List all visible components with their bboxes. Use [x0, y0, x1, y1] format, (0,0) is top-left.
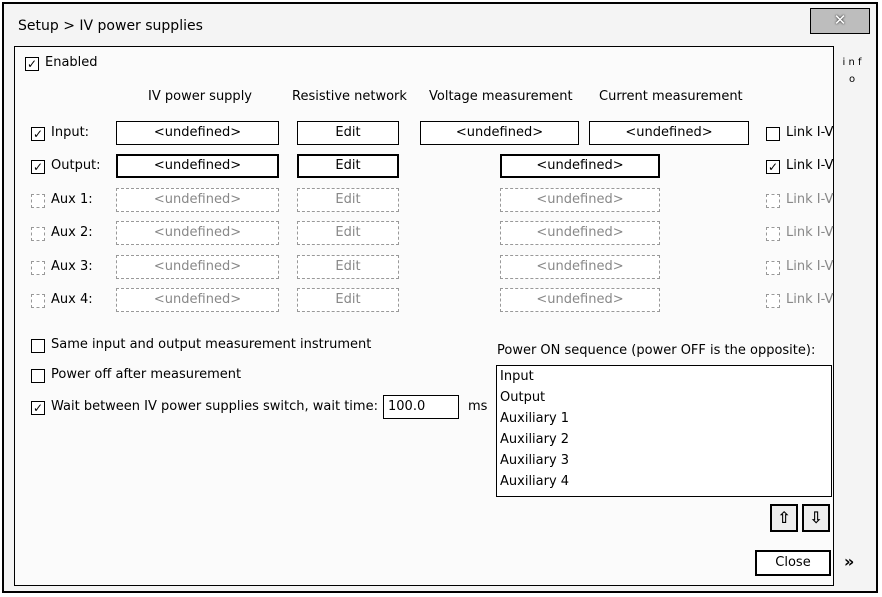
aux4-voltage-button[interactable]: <undefined>	[500, 288, 660, 312]
aux3-link-label: Link I-V	[786, 259, 834, 274]
wait-label: Wait between IV power supplies switch, wait time:	[51, 399, 378, 414]
col-resistive-network: Resistive network	[292, 89, 407, 104]
power-off-checkbox[interactable]	[31, 369, 45, 383]
aux3-iv-button[interactable]: <undefined>	[116, 255, 279, 279]
aux3-voltage-button[interactable]: <undefined>	[500, 255, 660, 279]
aux1-link-checkbox[interactable]	[766, 194, 780, 208]
list-item[interactable]: Auxiliary 3	[500, 453, 570, 468]
setup-window	[2, 2, 878, 593]
col-iv-power-supply: IV power supply	[148, 89, 252, 104]
title-bar	[4, 4, 876, 44]
input-label: Input:	[51, 125, 90, 140]
output-link-checkbox[interactable]: ✓	[767, 160, 779, 174]
input-iv-button[interactable]: <undefined>	[116, 121, 279, 145]
input-edit-button[interactable]: Edit	[297, 121, 399, 145]
power-off-label: Power off after measurement	[51, 367, 242, 382]
list-item[interactable]: Auxiliary 4	[500, 474, 570, 489]
aux1-iv-button[interactable]: <undefined>	[116, 188, 279, 212]
aux3-edit-button[interactable]: Edit	[297, 255, 399, 279]
aux1-voltage-button[interactable]: <undefined>	[500, 188, 660, 212]
aux1-label: Aux 1:	[51, 192, 93, 207]
same-instrument-label: Same input and output measurement instrument	[51, 337, 372, 352]
list-item[interactable]: Auxiliary 1	[500, 411, 570, 426]
wait-checkbox[interactable]: ✓	[32, 401, 44, 415]
expand-icon[interactable]: »	[844, 552, 855, 571]
aux3-link-checkbox[interactable]	[766, 261, 780, 275]
aux2-label: Aux 2:	[51, 225, 93, 240]
move-down-icon[interactable]: ⇩	[802, 504, 830, 532]
wait-unit: ms	[468, 399, 488, 414]
output-link-label: Link I-V	[786, 158, 834, 173]
aux4-iv-button[interactable]: <undefined>	[116, 288, 279, 312]
aux1-checkbox[interactable]	[31, 194, 45, 208]
aux2-checkbox[interactable]	[31, 227, 45, 241]
info-panel-toggle[interactable]: i n f o	[842, 57, 862, 85]
dialog-client	[14, 46, 834, 586]
output-iv-button[interactable]: <undefined>	[116, 154, 279, 178]
aux4-edit-button[interactable]: Edit	[297, 288, 399, 312]
col-voltage-measurement: Voltage measurement	[429, 89, 573, 104]
aux3-checkbox[interactable]	[31, 261, 45, 275]
input-checkbox[interactable]: ✓	[32, 127, 44, 141]
aux2-voltage-button[interactable]: <undefined>	[500, 221, 660, 245]
aux4-checkbox[interactable]	[31, 294, 45, 308]
aux4-label: Aux 4:	[51, 292, 93, 307]
sequence-label: Power ON sequence (power OFF is the opposite):	[497, 343, 816, 358]
window-title: Setup > IV power supplies	[18, 18, 203, 34]
move-up-icon[interactable]: ⇧	[770, 504, 798, 532]
col-current-measurement: Current measurement	[599, 89, 743, 104]
input-link-checkbox[interactable]	[766, 127, 780, 141]
list-item[interactable]: Input	[500, 369, 534, 384]
aux2-link-label: Link I-V	[786, 225, 834, 240]
aux4-link-label: Link I-V	[786, 292, 834, 307]
aux2-iv-button[interactable]: <undefined>	[116, 221, 279, 245]
close-button[interactable]: Close	[755, 550, 831, 576]
aux2-edit-button[interactable]: Edit	[297, 221, 399, 245]
aux3-label: Aux 3:	[51, 259, 93, 274]
aux1-edit-button[interactable]: Edit	[297, 188, 399, 212]
output-checkbox[interactable]: ✓	[32, 160, 44, 174]
enabled-checkbox[interactable]: ✓	[26, 57, 38, 71]
same-instrument-checkbox[interactable]	[31, 339, 45, 353]
aux2-link-checkbox[interactable]	[766, 227, 780, 241]
output-label: Output:	[51, 158, 101, 173]
output-voltage-button[interactable]: <undefined>	[500, 154, 660, 178]
output-edit-button[interactable]: Edit	[297, 154, 399, 178]
input-link-label: Link I-V	[786, 125, 834, 140]
input-voltage-button[interactable]: <undefined>	[420, 121, 579, 145]
aux1-link-label: Link I-V	[786, 192, 834, 207]
wait-time-input[interactable]: 100.0	[383, 395, 459, 419]
list-item[interactable]: Auxiliary 2	[500, 432, 570, 447]
input-current-button[interactable]: <undefined>	[589, 121, 749, 145]
close-icon[interactable]: ✕	[810, 8, 870, 34]
aux4-link-checkbox[interactable]	[766, 294, 780, 308]
sequence-list[interactable]	[496, 365, 832, 497]
enabled-label: Enabled	[45, 55, 98, 70]
list-item[interactable]: Output	[500, 390, 546, 405]
